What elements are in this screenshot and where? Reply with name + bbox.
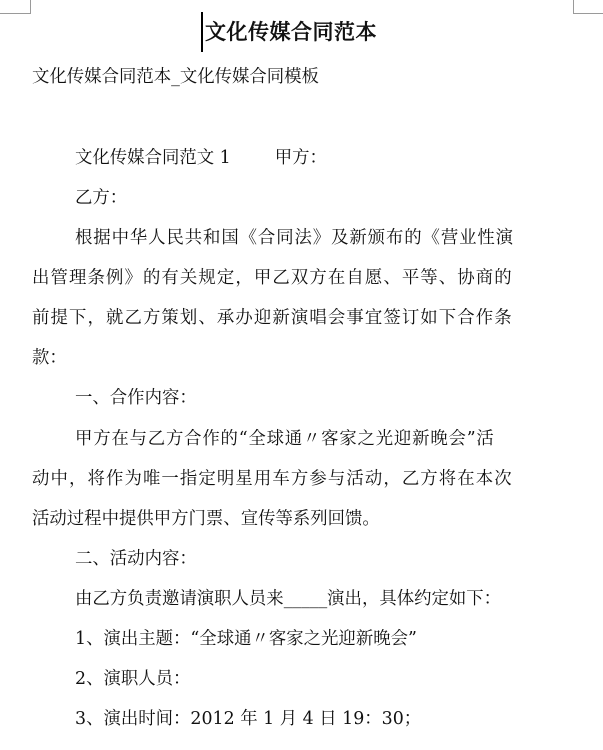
paragraph-line: 款：: [32, 348, 67, 368]
party-a-label: 甲方：: [274, 148, 327, 168]
text-cursor: [201, 12, 203, 52]
intro-line: [75, 143, 327, 173]
section-2-line: 由乙方负责邀请演职人员来_____演出，具体约定如下：: [75, 589, 502, 609]
intro-name: 文化传媒合同范文 1: [75, 148, 231, 168]
crop-mark-top-left-vertical: [30, 0, 31, 14]
document-subtitle: 文化传媒合同范本_文化传媒合同模板: [32, 67, 319, 87]
section-2-line: 1、演出主题：“全球通〃客家之光迎新晚会”: [75, 629, 417, 649]
crop-mark-top-right-horizontal: [573, 13, 603, 14]
section-2-line: 2、演职人员：: [75, 669, 191, 689]
section-1-line: 动中，将作为唯一指定明星用车方参与活动，乙方将在本次: [32, 469, 513, 489]
crop-mark-top-left-horizontal: [0, 13, 30, 14]
section-1-line: 甲方在与乙方合作的“全球通〃客家之光迎新晚会”活: [75, 429, 495, 449]
section-1-line: 活动过程中提供甲方门票、宣传等系列回馈。: [32, 509, 380, 529]
paragraph-line: 根据中华人民共和国《合同法》及新颁布的《营业性演: [75, 228, 514, 248]
crop-mark-top-right-vertical: [573, 0, 574, 14]
paragraph-line: 出管理条例》的有关规定，甲乙双方在自愿、平等、协商的: [32, 268, 513, 288]
paragraph-line: 前提下，就乙方策划、承办迎新演唱会事宜签订如下合作条: [32, 308, 513, 328]
party-b-label: 乙方：: [75, 188, 128, 208]
section-2-heading: 二、活动内容：: [75, 549, 197, 569]
document-title: 文化传媒合同范本: [205, 20, 377, 44]
section-2-line: 3、演出时间：2012 年 1 月 4 日 19：30；: [75, 709, 422, 729]
section-1-heading: 一、合作内容：: [75, 388, 197, 408]
